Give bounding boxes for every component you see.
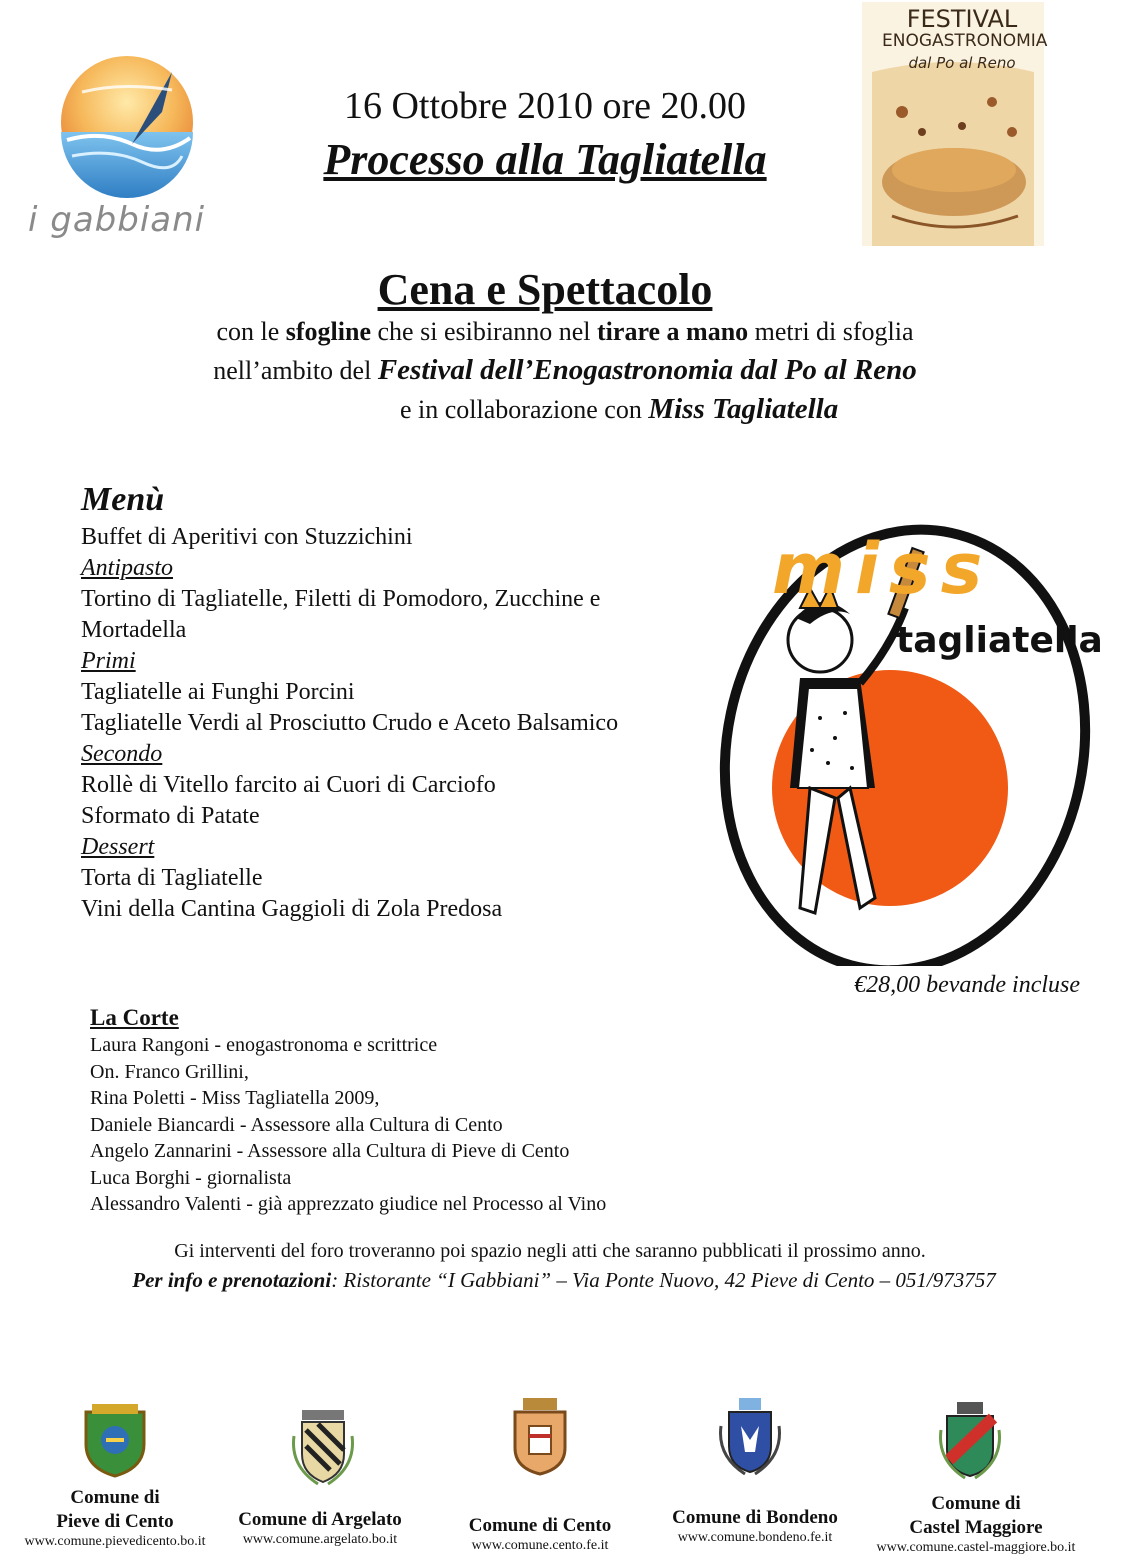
comune-argelato [220,1508,420,1548]
comune-name: Castel Maggiore [909,1517,1043,1538]
corte-member: Luca Borghi - giornalista [90,1166,292,1189]
la-corte [90,1004,890,1218]
section-title: Cena e Spettacolo [377,265,713,314]
intro-bold: tirare a mano [597,317,749,346]
info-label: Per info e prenotazioni [132,1268,332,1292]
corte-member: Daniele Biancardi - Assessore alla Cultura di Cento [90,1113,503,1136]
price: €28,00 bevande incluse [854,972,1080,998]
miss-tagliatella-name: Miss Tagliatella [648,393,839,425]
course-label-primi: Primi [81,648,136,674]
corte-member: Alessandro Valenti - già apprezzato giudice nel Processo al Vino [90,1193,607,1215]
comune-cento [440,1514,640,1554]
gabbiani-wordmark: i gabbiani [28,200,206,240]
crest-icon [505,1396,575,1476]
event-date: 16 Ottobre 2010 ore 20.00 [343,85,747,127]
miss-tagliatella-logo [700,488,1110,966]
menu-item: Mortadella [81,617,187,643]
comune-name: Comune di [931,1493,1021,1514]
intro-text: con le [216,317,286,346]
intro-line-3 [60,392,1070,427]
festival-name: Festival dell’Enogastronomia dal Po al Reno [377,354,917,386]
menu-item: Buffet di Aperitivi con Stuzzichini [81,524,413,550]
note: Gi interventi del foro troveranno poi spazio negli atti che saranno pubblicati il prossimo anno. [174,1240,926,1262]
menu-item: Torta di Tagliatelle [81,865,263,891]
miss-wordmark: miss [772,528,993,610]
menu-item: Rollè di Vitello farcito ai Cuori di Carciofo [81,772,496,798]
intro-text: metri di sfoglia [748,317,914,346]
comune-url[interactable]: www.comune.argelato.bo.it [242,1532,398,1547]
crest-icon [80,1398,150,1478]
crest-cento [505,1396,575,1481]
crest-castel-maggiore [935,1400,1005,1485]
menu-item: Vini della Cantina Gaggioli di Zola Predosa [81,896,503,922]
corte-member: Rina Poletti - Miss Tagliatella 2009, [90,1087,380,1109]
festival-logo-line-1: FESTIVAL [906,5,1018,33]
intro-line-2 [60,353,1070,388]
course-label-antipasto: Antipasto [81,555,174,581]
intro-text: che si esibiranno nel [371,317,598,346]
menu-item: Tagliatelle ai Funghi Porcini [81,679,355,705]
festival-logo-line-2: ENOGASTRONOMIA [882,31,1048,51]
corte-member: On. Franco Grillini, [90,1060,249,1083]
festival-logo [862,2,1048,246]
intro-text: e in collaborazione con [400,395,649,424]
crest-pieve-di-cento [80,1398,150,1483]
info-line [14,1268,1114,1293]
comune-name: Comune di Bondeno [672,1507,838,1528]
comune-name: Comune di Cento [468,1515,612,1536]
crest-icon [715,1396,785,1476]
comune-castel-maggiore [866,1492,1086,1556]
festival-logo-line-3: dal Po al Reno [908,54,1016,72]
course-label-dessert: Dessert [81,834,155,860]
comune-url[interactable]: www.comune.cento.fe.it [471,1538,609,1553]
intro-bold: sfogline [285,317,372,346]
crest-bondeno [715,1396,785,1481]
corte-title: La Corte [90,1005,179,1030]
intro-line-1 [60,315,1070,349]
comune-url[interactable]: www.comune.bondeno.fe.it [677,1530,833,1545]
menu-title: Menù [81,481,165,518]
crest-icon [935,1400,1005,1480]
course-label-secondo: Secondo [81,741,163,767]
corte-member: Angelo Zannarini - Assessore alla Cultura di Pieve di Cento [90,1140,570,1162]
crest-argelato [288,1406,358,1491]
comune-name: Comune di Argelato [238,1509,402,1530]
info-text: : Ristorante “I Gabbiani” – Via Ponte Nuovo, 42 Pieve di Cento – 051/973757 [331,1268,996,1292]
comune-name: Comune di [70,1487,160,1508]
comune-url[interactable]: www.comune.castel-maggiore.bo.it [876,1540,1076,1555]
menu-item: Sformato di Patate [81,803,260,829]
comune-pieve-di-cento [10,1486,220,1550]
crest-icon [288,1406,358,1486]
intro-text: nell’ambito del [213,356,378,385]
menu-item: Tagliatelle Verdi al Prosciutto Crudo e Aceto Balsamico [81,710,619,736]
comune-url[interactable]: www.comune.pievedicento.bo.it [24,1534,206,1549]
event-title: Processo alla Tagliatella [323,135,767,184]
comune-bondeno [650,1506,860,1546]
menu-item: Tortino di Tagliatelle, Filetti di Pomodoro, Zucchine e [81,586,601,612]
corte-member: Laura Rangoni - enogastronoma e scrittrice [90,1034,438,1056]
gabbiani-logo [22,52,212,252]
tagliatella-wordmark: tagliatella [896,620,1103,661]
comune-name: Pieve di Cento [56,1511,174,1532]
menu [81,478,721,925]
